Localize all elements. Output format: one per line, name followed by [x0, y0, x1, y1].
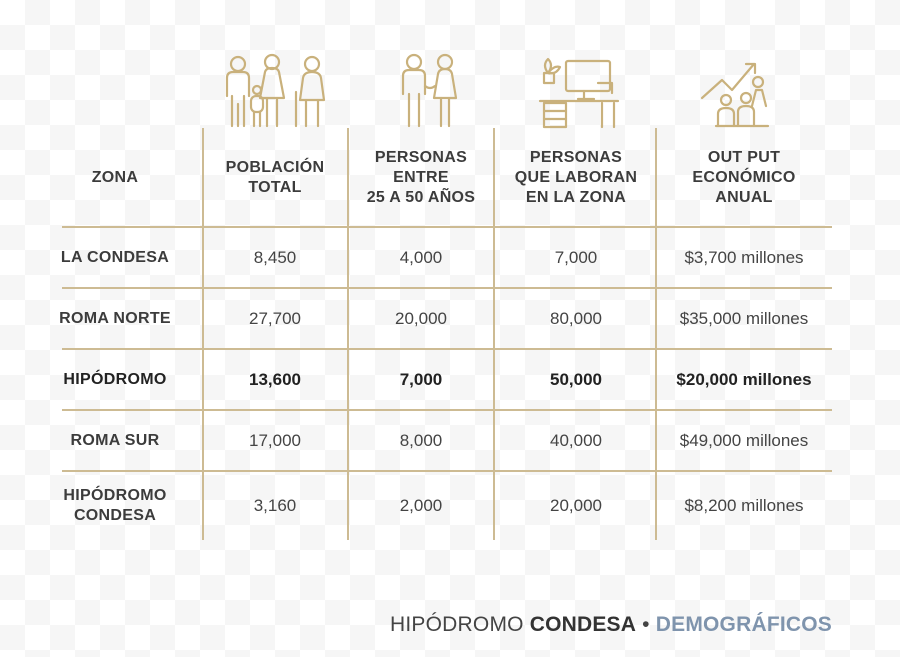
family-icon — [220, 52, 332, 130]
column-header-line: TOTAL — [248, 178, 302, 196]
column-header-text — [92, 168, 139, 188]
column-header — [205, 138, 345, 217]
table-cell-poblacion: 17,000 — [249, 430, 301, 450]
footer-part2: CONDESA — [529, 613, 637, 636]
table-cell-laboran: 20,000 — [550, 495, 602, 515]
table-cell-personas-25-50: 20,000 — [395, 308, 447, 328]
workstation-icon — [538, 53, 620, 129]
row-zone-line: ROMA SUR — [70, 431, 160, 449]
table-cell-laboran: 80,000 — [550, 308, 602, 328]
column-header-line: ZONA — [91, 168, 139, 186]
table-cell-output: $35,000 millones — [679, 308, 809, 328]
footer-separator: • — [636, 613, 656, 636]
column-header-text — [692, 148, 795, 208]
table-cell-output: $49,000 millones — [679, 430, 809, 450]
column-header-line: POBLACIÓN — [225, 158, 325, 176]
table-cell-laboran: 50,000 — [550, 369, 602, 389]
table-cell-personas-25-50: 8,000 — [399, 430, 443, 450]
column-header-line: OUT PUT — [707, 148, 781, 166]
row-zone-label — [40, 349, 190, 410]
column-header-text — [367, 148, 476, 208]
row-zone-text — [59, 309, 171, 329]
column-header — [346, 138, 496, 217]
column-header-line: QUE LABORAN — [514, 168, 638, 186]
row-zone-label — [40, 471, 190, 540]
column-header — [657, 138, 832, 217]
row-zone-text — [61, 248, 169, 268]
row-zone-line: CONDESA — [73, 506, 157, 524]
table-cell-personas-25-50: 2,000 — [399, 495, 443, 515]
footer-caption — [390, 613, 832, 637]
table-cell-output: $3,700 millones — [684, 247, 804, 267]
table-cell-poblacion: 8,450 — [253, 247, 297, 267]
row-zone-label — [40, 288, 190, 349]
row-zone-line: HIPÓDROMO — [63, 486, 167, 504]
table-cell-output: $20,000 millones — [676, 369, 812, 389]
row-zone-text — [63, 370, 166, 390]
column-header-line: ECONÓMICO — [692, 168, 796, 186]
table-cell-personas-25-50: 7,000 — [399, 369, 443, 389]
column-header-line: PERSONAS — [529, 148, 623, 166]
table-cell-laboran: 40,000 — [550, 430, 602, 450]
row-zone-text — [63, 486, 166, 526]
column-header-text — [226, 158, 325, 198]
footer-part3: DEMOGRÁFICOS — [655, 613, 832, 636]
column-header-line: 25 A 50 AÑOS — [366, 188, 476, 206]
column-header-line: EN LA ZONA — [525, 188, 627, 206]
row-zone-line: LA CONDESA — [60, 248, 170, 266]
table-cell-output: $8,200 millones — [684, 495, 804, 515]
row-zone-label — [40, 227, 190, 288]
growth-team-icon — [700, 54, 772, 130]
table-cell-poblacion: 27,700 — [249, 308, 301, 328]
column-header — [501, 138, 651, 217]
row-zone-label — [40, 410, 190, 471]
row-zone-line: ROMA NORTE — [59, 309, 171, 327]
column-header-line: ANUAL — [715, 188, 773, 206]
column-header-text — [515, 148, 637, 208]
row-zone-text — [71, 431, 160, 451]
row-zone-line: HIPÓDROMO — [63, 370, 167, 388]
column-header-line: ENTRE — [393, 168, 449, 186]
table-cell-poblacion: 3,160 — [253, 495, 297, 515]
couple-icon — [397, 52, 463, 130]
table-cell-poblacion: 13,600 — [249, 369, 301, 389]
column-header-line: PERSONAS — [374, 148, 468, 166]
table-cell-personas-25-50: 4,000 — [399, 247, 443, 267]
column-header — [40, 138, 190, 217]
table-cell-laboran: 7,000 — [554, 247, 598, 267]
footer-part1: HIPÓDROMO — [390, 613, 530, 636]
grid-vline — [202, 128, 204, 540]
